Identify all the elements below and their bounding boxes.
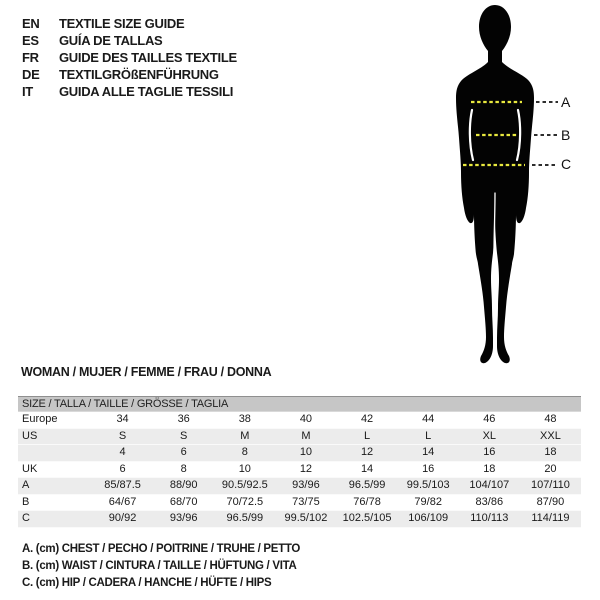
size-cell: 70/72.5 [226, 495, 264, 508]
size-cell: 73/75 [292, 495, 320, 508]
size-cell: 104/107 [469, 479, 510, 491]
size-cell: 90/92 [108, 512, 137, 524]
size-cell: 90.5/92.5 [221, 479, 268, 491]
table-row-hip [18, 511, 581, 528]
language-label: GUIDA ALLE TAGLIE TESSILI [59, 84, 234, 100]
size-cell: 8 [241, 446, 248, 458]
language-row [22, 66, 237, 83]
size-cell: 40 [299, 413, 313, 425]
legend-line-chest: A. (cm) CHEST / PECHO / POITRINE / TRUHE / PETTO [22, 543, 301, 555]
size-cell: L [364, 429, 371, 442]
language-row [22, 49, 237, 66]
language-label: TEXTILE SIZE GUIDE [59, 16, 185, 31]
woman-silhouette-svg [415, 2, 575, 370]
row-label: A [22, 479, 30, 491]
language-code: FR [22, 50, 39, 66]
size-cell: 34 [116, 413, 129, 425]
legend-line-waist: B. (cm) WAIST / CINTURA / TAILLE / HÜFTUNG / VITA [22, 560, 297, 573]
size-table [18, 396, 581, 528]
language-code: DE [22, 67, 40, 83]
size-cell: 64/67 [108, 495, 137, 508]
size-cell: 42 [360, 413, 374, 425]
size-cell: 76/78 [353, 495, 381, 508]
row-label: C [22, 512, 30, 524]
woman-silhouette [456, 5, 534, 363]
size-cell: 4 [119, 446, 126, 458]
measure-label-chest: A [561, 94, 571, 110]
table-row-us-numeric [18, 445, 581, 462]
language-code: EN [22, 16, 40, 31]
language-code: IT [22, 84, 33, 100]
size-cell: S [180, 429, 188, 442]
table-row-us [18, 429, 581, 446]
size-cell: 102.5/105 [342, 512, 392, 524]
body-silhouette-figure [415, 2, 600, 370]
legend-line-hip: C. (cm) HIP / CADERA / HANCHE / HÜFTE / HIPS [22, 577, 272, 590]
size-cell: 18 [483, 462, 496, 475]
size-cell: 10 [238, 462, 251, 475]
language-row [22, 32, 237, 49]
size-cell: 99.5/103 [406, 479, 450, 491]
row-label: US [22, 429, 38, 442]
section-title: WOMAN / MUJER / FEMME / FRAU / DONNA [21, 365, 272, 379]
size-cell: 12 [360, 446, 374, 458]
size-cell: XXL [540, 429, 561, 442]
size-cell: 85/87.5 [104, 479, 141, 491]
size-cell: 48 [544, 413, 557, 425]
table-header: SIZE / TALLA / TAILLE / GRÖSSE / TAGLIA [18, 396, 581, 412]
size-cell: M [240, 429, 250, 442]
size-cell: 96.5/99 [348, 479, 386, 491]
size-cell: 12 [299, 462, 313, 475]
size-cell: 16 [483, 446, 496, 458]
measurement-legend [22, 541, 300, 593]
language-list [22, 15, 237, 100]
size-cell: 83/86 [475, 495, 504, 508]
table-row-europe [18, 412, 581, 429]
size-cell: 93/96 [292, 479, 320, 491]
size-cell: 79/82 [414, 495, 442, 508]
size-cell: 99.5/102 [284, 512, 328, 524]
language-label: GUÍA DE TALLAS [59, 33, 163, 49]
size-cell: 88/90 [169, 479, 198, 491]
size-cell: 18 [544, 446, 557, 458]
language-code: ES [22, 33, 39, 49]
row-label: UK [22, 462, 38, 475]
size-cell: 8 [180, 462, 187, 475]
language-label: GUIDE DES TAILLES TEXTILE [59, 50, 237, 66]
table-row-uk [18, 462, 581, 479]
size-cell: 16 [422, 462, 435, 475]
size-cell: 10 [299, 446, 313, 458]
language-row [22, 15, 237, 32]
size-cell: 68/70 [169, 495, 198, 508]
size-cell: 14 [360, 462, 374, 475]
size-cell: 114/119 [531, 512, 570, 524]
size-cell: XL [482, 429, 497, 442]
size-cell: 44 [422, 413, 435, 425]
language-row [22, 83, 237, 100]
size-cell: 6 [180, 446, 187, 458]
size-cell: 87/90 [536, 495, 565, 508]
measure-label-waist: B [561, 127, 571, 143]
size-cell: M [301, 429, 311, 442]
size-cell: 38 [238, 413, 251, 425]
row-label: Europe [22, 413, 58, 425]
size-cell: 14 [422, 446, 435, 458]
measure-label-hip: C [561, 156, 572, 172]
size-cell: 93/96 [169, 512, 198, 524]
size-cell: L [425, 429, 432, 442]
language-label: TEXTILGRÖßENFÜHRUNG [59, 67, 219, 83]
size-cell: 36 [177, 413, 190, 425]
row-label [18, 445, 92, 461]
table-row-chest [18, 478, 581, 495]
size-cell: S [118, 429, 127, 442]
size-cell: 106/109 [408, 512, 449, 524]
size-cell: 110/113 [470, 512, 509, 524]
size-cell: 46 [483, 413, 496, 425]
size-cell: 20 [544, 462, 557, 475]
size-cell: 96.5/99 [226, 512, 264, 524]
table-row-waist [18, 495, 581, 512]
size-cell: 6 [119, 462, 126, 475]
row-label: B [22, 495, 30, 508]
size-cell: 107/110 [530, 479, 570, 491]
